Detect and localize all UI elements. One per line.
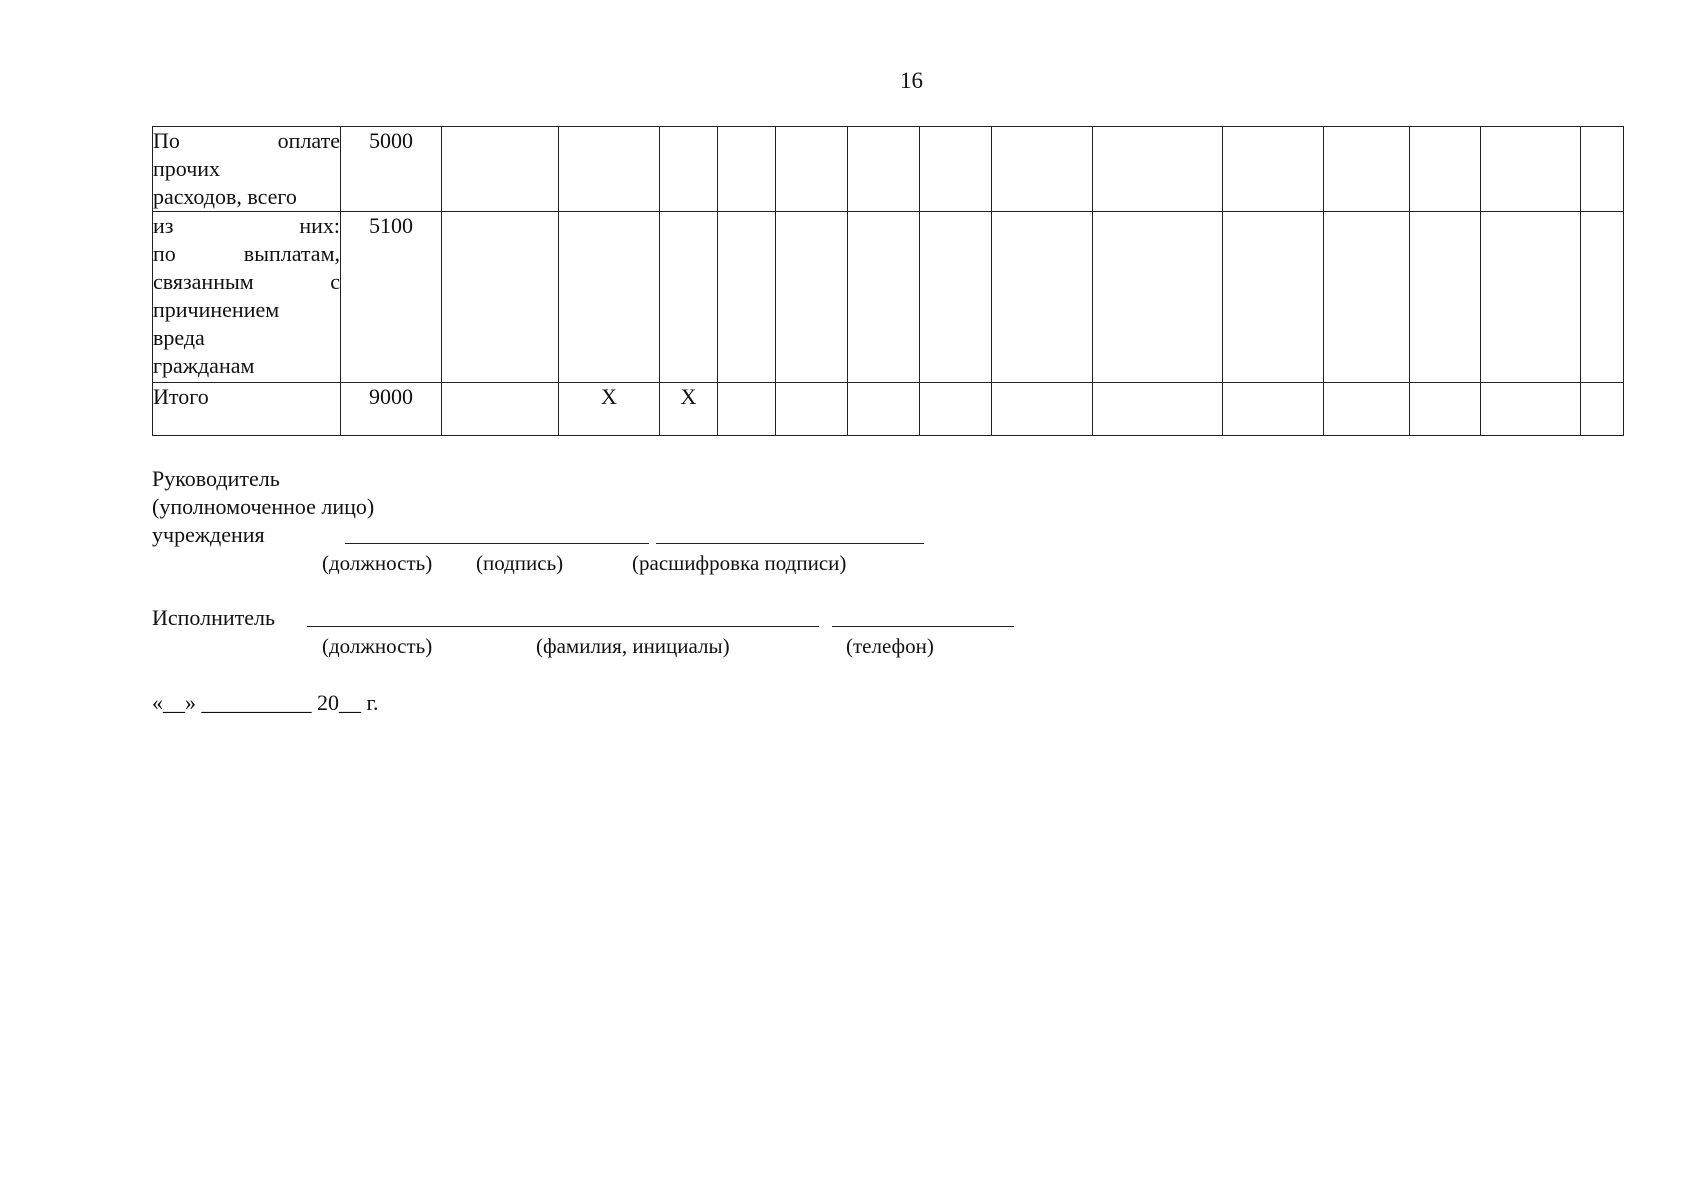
row-mark-cell[interactable]: [559, 212, 660, 383]
row-value-cell[interactable]: [776, 212, 848, 383]
row-label: [153, 127, 341, 212]
row-value-cell[interactable]: [848, 127, 920, 212]
head-label-line2: (уполномоченное лицо): [152, 494, 375, 519]
row-value-cell[interactable]: [1223, 383, 1324, 436]
row-label-line: Итого: [153, 384, 209, 409]
row-mark-cell[interactable]: [442, 383, 559, 436]
row-label-line: прочих: [153, 156, 221, 181]
row-value-cell[interactable]: [992, 212, 1093, 383]
row-value-cell[interactable]: [920, 383, 992, 436]
row-value-cell[interactable]: [1324, 383, 1410, 436]
head-decoding-line[interactable]: [656, 543, 924, 544]
row-value-cell[interactable]: [1324, 127, 1410, 212]
row-value-cell[interactable]: [920, 212, 992, 383]
head-caption-signature: (подпись): [476, 551, 564, 575]
row-value-cell[interactable]: [848, 212, 920, 383]
row-value-cell[interactable]: [1410, 127, 1481, 212]
row-code: 5100: [341, 212, 442, 383]
row-label: [153, 383, 341, 436]
row-mark-cell[interactable]: X: [660, 383, 718, 436]
row-value-cell[interactable]: [1093, 383, 1223, 436]
head-label-line3: учреждения: [152, 522, 265, 547]
row-label-line: связанным с: [153, 269, 340, 294]
row-value-cell[interactable]: [1481, 383, 1581, 436]
row-value-cell[interactable]: [992, 383, 1093, 436]
row-value-cell[interactable]: [1093, 127, 1223, 212]
row-value-cell[interactable]: [1410, 383, 1481, 436]
head-caption-position: (должность): [322, 551, 433, 575]
row-label-line: причинением: [153, 297, 280, 322]
executor-phone-line[interactable]: [832, 626, 1014, 627]
row-value-cell[interactable]: [1481, 212, 1581, 383]
executor-label: Исполнитель: [152, 605, 276, 630]
row-value-cell[interactable]: [1093, 212, 1223, 383]
row-mark-cell[interactable]: [442, 212, 559, 383]
row-value-cell[interactable]: [848, 383, 920, 436]
row-value-cell[interactable]: [1324, 212, 1410, 383]
row-label-line: вреда: [153, 325, 205, 350]
row-value-cell[interactable]: [1223, 127, 1324, 212]
row-value-cell[interactable]: [920, 127, 992, 212]
table-row: [153, 383, 1624, 436]
row-value-cell[interactable]: [718, 212, 776, 383]
executor-caption-name: (фамилия, инициалы): [536, 634, 730, 658]
executor-caption-phone: (телефон): [846, 634, 934, 658]
row-mark-cell[interactable]: [559, 127, 660, 212]
row-label-line: гражданам: [153, 353, 255, 378]
row-label-line: по выплатам,: [153, 241, 340, 266]
date-line[interactable]: «__» __________ 20__ г.: [152, 690, 379, 715]
executor-position-name-line[interactable]: [307, 626, 819, 627]
row-label-line: По оплате: [153, 128, 340, 153]
row-mark-cell[interactable]: [660, 212, 718, 383]
table-row: [153, 127, 1624, 212]
executor-caption-position: (должность): [322, 634, 433, 658]
row-value-cell[interactable]: [1410, 212, 1481, 383]
row-label-line: расходов, всего: [153, 184, 297, 209]
row-value-cell[interactable]: [1581, 383, 1624, 436]
report-table: [152, 126, 1624, 436]
row-label-line: из них:: [153, 213, 340, 238]
row-mark-cell[interactable]: [442, 127, 559, 212]
row-value-cell[interactable]: [1581, 127, 1624, 212]
row-mark-cell[interactable]: X: [559, 383, 660, 436]
row-value-cell[interactable]: [1481, 127, 1581, 212]
row-value-cell[interactable]: [718, 127, 776, 212]
row-value-cell[interactable]: [1223, 212, 1324, 383]
head-label-line1: Руководитель: [152, 466, 280, 491]
head-caption-decoding: (расшифровка подписи): [632, 551, 847, 575]
table-row: [153, 212, 1624, 383]
row-value-cell[interactable]: [776, 127, 848, 212]
row-value-cell[interactable]: [776, 383, 848, 436]
row-code: 5000: [341, 127, 442, 212]
head-position-signature-line[interactable]: [345, 543, 649, 544]
row-mark-cell[interactable]: [660, 127, 718, 212]
page-number: 16: [900, 68, 923, 93]
row-value-cell[interactable]: [992, 127, 1093, 212]
row-value-cell[interactable]: [1581, 212, 1624, 383]
row-label: [153, 212, 341, 383]
row-code: 9000: [341, 383, 442, 436]
row-value-cell[interactable]: [718, 383, 776, 436]
